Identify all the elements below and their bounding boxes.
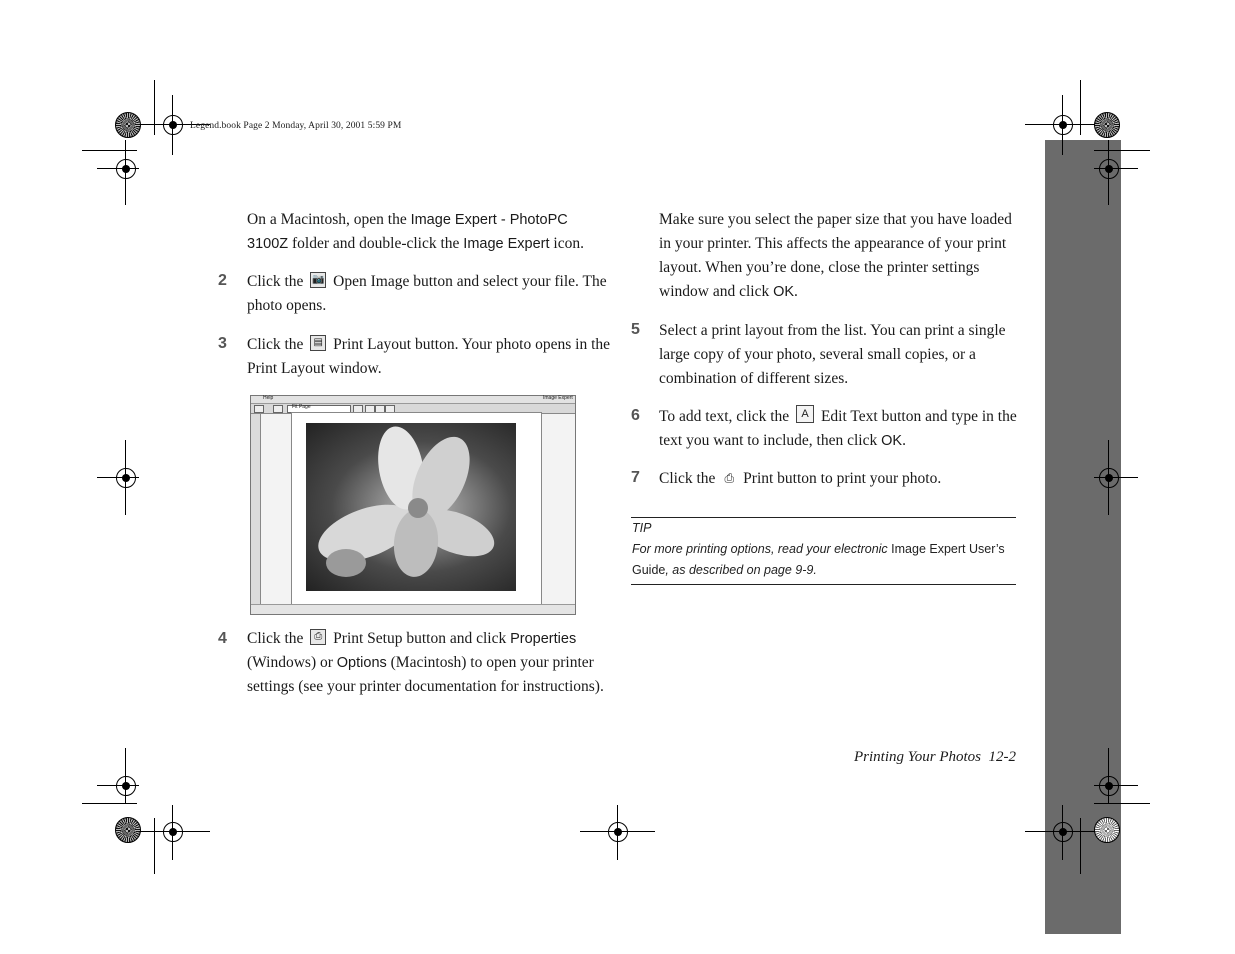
folder-name: Image Expert - PhotoPC 3100Z bbox=[247, 212, 568, 252]
intro-text: On a Macintosh, open the bbox=[247, 211, 411, 228]
step-3-text bbox=[247, 333, 612, 381]
step-number: 5 bbox=[631, 321, 640, 338]
tip-text: For more printing options, read your electronic bbox=[632, 542, 892, 556]
step-number: 2 bbox=[218, 272, 227, 289]
screenshot-left-toolbar bbox=[251, 414, 261, 604]
registration-target-icon bbox=[116, 468, 136, 488]
step-number: 6 bbox=[631, 407, 640, 424]
screenshot-menu-help: Help bbox=[263, 395, 274, 401]
tip-body bbox=[632, 539, 1012, 581]
step-text: (Macintosh) to open your printer settings (see your printer documentation for instructions). bbox=[247, 654, 604, 695]
step-6-text: To add text, click the A Edit Text button and type in the text you want to include, then click OK. bbox=[659, 405, 1019, 453]
registration-target-icon bbox=[1053, 822, 1073, 842]
registration-target-icon bbox=[1099, 468, 1119, 488]
crop-line bbox=[1094, 150, 1150, 151]
registration-wheel-icon bbox=[115, 112, 141, 138]
screenshot-page-canvas bbox=[291, 412, 542, 606]
registration-wheel-icon bbox=[1094, 817, 1120, 843]
crop-line bbox=[82, 803, 137, 804]
flower-photo bbox=[306, 423, 516, 591]
print-layout-icon: ▤ bbox=[310, 335, 326, 351]
step-text: Click the bbox=[247, 630, 304, 647]
registration-target-icon bbox=[1053, 115, 1073, 135]
intro-text: folder and double-click the bbox=[288, 235, 464, 252]
step-text: (Windows) or bbox=[247, 654, 337, 671]
screenshot-menu-app: Image Expert bbox=[543, 395, 573, 401]
step-4-continuation: Make sure you select the paper size that you have loaded in your printer. This affects the appearance of your print layout. When you’re done, close the printer settings window and click OK. bbox=[659, 211, 1012, 300]
step-text: Print Layout button. Your photo opens in the Print Layout window. bbox=[247, 336, 611, 377]
flower-illustration bbox=[306, 423, 516, 591]
step-text: Click the bbox=[659, 470, 716, 487]
step-4-text bbox=[247, 627, 607, 699]
step-number: 7 bbox=[631, 469, 640, 486]
step-text: To add text, click the bbox=[659, 408, 790, 425]
chapter-tab-sidebar bbox=[1045, 140, 1121, 934]
intro-paragraph bbox=[247, 208, 612, 256]
registration-target-icon bbox=[116, 159, 136, 179]
step-number: 3 bbox=[218, 335, 227, 352]
registration-target-icon bbox=[163, 115, 183, 135]
screenshot-tool-button bbox=[254, 405, 264, 413]
crop-line bbox=[1080, 80, 1081, 135]
step-2-text bbox=[247, 270, 607, 318]
screenshot-status-bar bbox=[251, 604, 575, 614]
crop-line bbox=[154, 80, 155, 135]
registration-target-icon bbox=[116, 776, 136, 796]
registration-target-icon bbox=[1099, 159, 1119, 179]
guide-name: Image Expert User’s Guide bbox=[632, 542, 1005, 577]
registration-target-icon bbox=[1099, 776, 1119, 796]
tip-bottom-rule bbox=[631, 584, 1016, 585]
ok-label: OK bbox=[881, 433, 903, 449]
step-7-text bbox=[659, 467, 1019, 491]
crop-line bbox=[82, 150, 137, 151]
step-5-text: Select a print layout from the list. You can print a single large copy of your photo, several small copies, or a combination of different sizes. bbox=[659, 322, 1006, 387]
step-text: Make sure you select the paper size that you have loaded in your printer. This affects the appearance of your print layout. When you’re done, close the printer settings window and click bbox=[659, 211, 1012, 300]
step-number: 4 bbox=[218, 630, 227, 647]
crop-line bbox=[1080, 818, 1081, 874]
registration-wheel-icon bbox=[1094, 112, 1120, 138]
screenshot-menubar bbox=[251, 396, 575, 404]
step-text: Click the bbox=[247, 273, 304, 290]
options-label: Options bbox=[336, 655, 387, 671]
print-icon: ⎙ bbox=[724, 471, 735, 485]
properties-label: Properties bbox=[510, 631, 577, 647]
registration-target-icon bbox=[608, 822, 628, 842]
step-text: Click the bbox=[247, 336, 304, 353]
print-setup-icon: ⎙ bbox=[310, 629, 326, 645]
open-image-icon: 📷 bbox=[310, 272, 326, 288]
ok-label: OK bbox=[773, 284, 795, 300]
registration-wheel-icon bbox=[115, 817, 141, 843]
crop-line bbox=[1094, 803, 1150, 804]
edit-text-icon: A bbox=[796, 405, 814, 423]
page-number: 12-2 bbox=[988, 749, 1016, 765]
crop-line bbox=[154, 818, 155, 874]
screenshot-tool-button bbox=[273, 405, 283, 413]
running-title: Printing Your Photos bbox=[854, 749, 981, 765]
tip-top-rule bbox=[631, 517, 1016, 518]
app-name: Image Expert bbox=[463, 236, 550, 252]
intro-text: icon. bbox=[549, 235, 584, 252]
registration-target-icon bbox=[163, 822, 183, 842]
tip-text: , as described on page 9-9. bbox=[665, 563, 817, 577]
step-text: Edit Text button and type in the text you want to include, then click bbox=[659, 408, 1017, 449]
print-layout-screenshot bbox=[250, 395, 576, 615]
running-footer bbox=[780, 749, 1016, 766]
screenshot-page-select: Fit Page bbox=[287, 405, 351, 413]
step-text: Print button to print your photo. bbox=[743, 470, 942, 487]
file-info-header: Legend.book Page 2 Monday, April 30, 2001 5:59 PM bbox=[190, 121, 402, 131]
step-text: Open Image button and select your file. The photo opens. bbox=[247, 273, 607, 314]
tip-label: TIP bbox=[632, 521, 652, 535]
step-text: Print Setup button and click bbox=[333, 630, 511, 647]
